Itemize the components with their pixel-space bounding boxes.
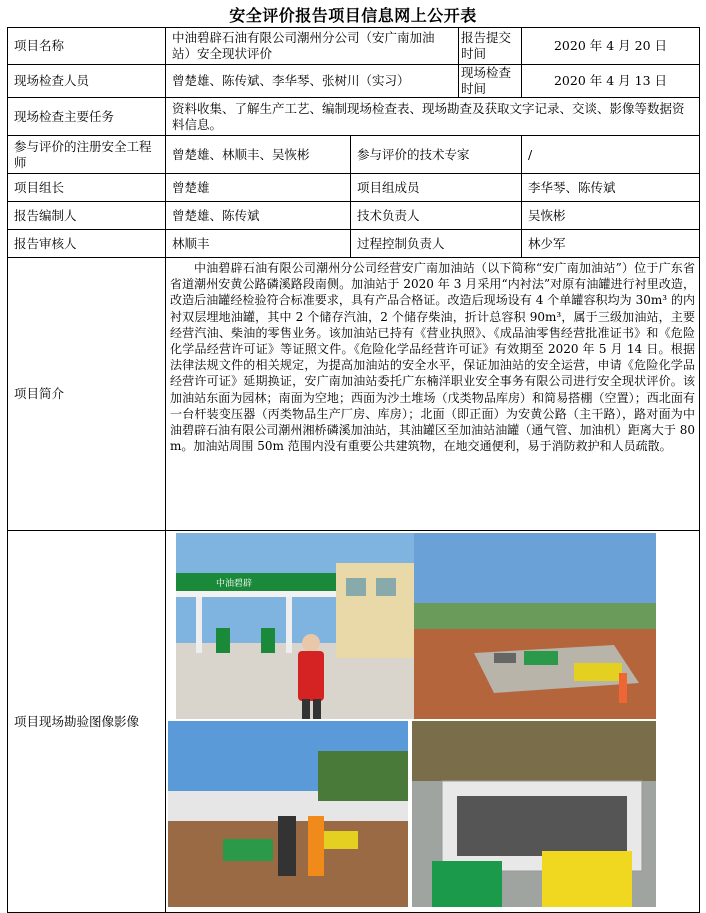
intro-text: 中油碧辟石油有限公司潮州分公司经营安广南加油站（以下简称“安广南加油站”）位于广东省省道潮州安黄公路磷溪路段南侧。加油站于 2020 年 3 月采用“内衬法”对原有油罐进行衬里改造，改造后油罐经检验符合标准要求，具有产品合格证。改造后现场设有 4 个单罐容积均为 30m³ 的内衬双层埋地油罐，其中 2 个储存汽油，2 个储存柴油，折计总容积 90m³，属于三级加油站，主要经营汽油、柴油的零售业务。该加油站已持有《营业执照》、《成品油零售经营批准证书》和《危险化学品经营许可证》等证照文件。《危险化学品经营许可证》有效期至 2020 年 5 月 14 日。根据法律法规文件的相关规定，为提高加油站的安全水平，保证加油站的安全运营，申请《危险化学品经营许可证》延期换证，安广南加油站委托广东楠洋职业安全事务有限公司进行安全现状评价。该加油站东面为园林；南面为空地；西面为沙土堆场（戊类物品库房）和简易搭棚（空置）；西北面有一台杆装变压器（丙类物品生产厂房、库房）；北面（即正面）为安黄公路（主干路），路对面为中油碧辟石油有限公司潮州湘桥磷溪加油站，其油罐区至加油站油罐（通气管、加油机）距离大于 80m。加油站周围 50m 范围内没有重要公共建筑物，在地交通便利，易于消防救护和人员疏散。 — [166, 258, 700, 531]
row-tasks — [8, 98, 700, 136]
expert-value: / — [522, 136, 700, 174]
check-time-value: 2020 年 4 月 13 日 — [522, 65, 700, 98]
reviewer-value: 林顺丰 — [166, 230, 351, 258]
page-title: 安全评价报告项目信息网上公开表 — [229, 6, 477, 25]
row-reviewer — [8, 230, 700, 258]
project-name-label: 项目名称 — [8, 28, 166, 65]
photos-label: 项目现场勘验图像影像 — [8, 531, 166, 913]
photo-inspectors — [168, 721, 408, 907]
compiler-label: 报告编制人 — [8, 202, 166, 230]
row-photos — [8, 531, 700, 913]
photo-gas-station — [176, 533, 424, 719]
check-time-label: 现场检查时间 — [459, 65, 522, 98]
photos-cell — [166, 531, 700, 913]
submit-time-label: 报告提交时间 — [459, 28, 522, 65]
row-project-name — [8, 28, 700, 65]
leader-value: 曾楚雄 — [166, 174, 351, 202]
row-engineers — [8, 136, 700, 174]
tech-value: 吴恢彬 — [522, 202, 700, 230]
members-value: 李华琴、陈传斌 — [522, 174, 700, 202]
members-label: 项目组成员 — [351, 174, 522, 202]
process-value: 林少军 — [522, 230, 700, 258]
photo-manhole — [412, 721, 656, 907]
inspectors-label: 现场检查人员 — [8, 65, 166, 98]
photo-sign-text: 中油碧辟 — [216, 579, 253, 589]
reviewer-label: 报告审核人 — [8, 230, 166, 258]
compiler-value: 曾楚雄、陈传斌 — [166, 202, 351, 230]
project-name-value: 中油碧辟石油有限公司潮州分公司（安广南加油站）安全现状评价 — [166, 28, 459, 65]
row-intro — [8, 258, 700, 531]
intro-label: 项目简介 — [8, 258, 166, 531]
engineers-label: 参与评价的注册安全工程师 — [8, 136, 166, 174]
row-inspectors — [8, 65, 700, 98]
info-table — [7, 27, 700, 913]
tech-label: 技术负责人 — [351, 202, 522, 230]
submit-time-value: 2020 年 4 月 20 日 — [522, 28, 700, 65]
row-leader — [8, 174, 700, 202]
tasks-label: 现场检查主要任务 — [8, 98, 166, 136]
process-label: 过程控制负责人 — [351, 230, 522, 258]
tasks-value: 资料收集、了解生产工艺、编制现场检查表、现场勘查及获取文字记录、交谈、影像等数据资料信息。 — [166, 98, 700, 136]
expert-label: 参与评价的技术专家 — [351, 136, 522, 174]
engineers-value: 曾楚雄、林顺丰、吴恢彬 — [166, 136, 351, 174]
inspectors-value: 曾楚雄、陈传斌、李华琴、张树川（实习） — [166, 65, 459, 98]
row-compiler — [8, 202, 700, 230]
leader-label: 项目组长 — [8, 174, 166, 202]
photo-tank-area — [414, 533, 656, 719]
